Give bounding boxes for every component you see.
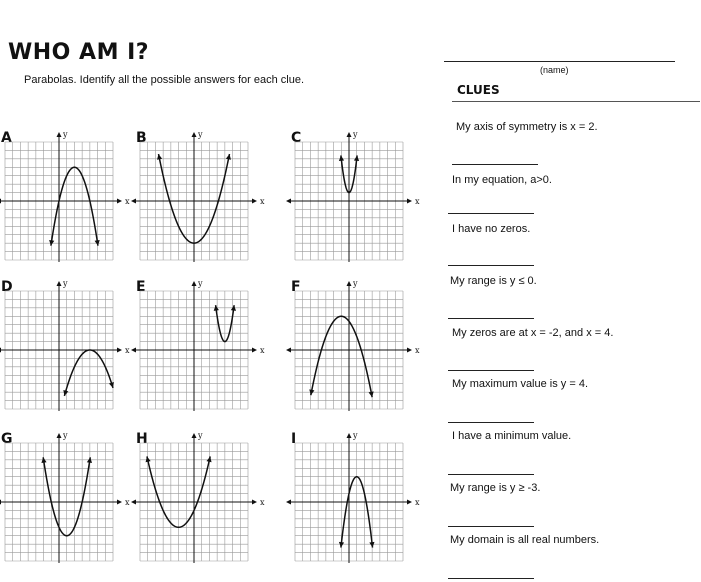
graph-label: H <box>136 431 148 447</box>
graph-g <box>0 431 130 563</box>
x-axis-label: x <box>415 498 420 507</box>
x-axis-arrow <box>117 348 122 353</box>
graph-label: D <box>1 279 13 295</box>
x-axis-arrow <box>286 348 291 353</box>
y-axis-arrow <box>57 433 62 438</box>
y-axis-label: y <box>63 130 68 139</box>
x-axis-arrow <box>131 500 136 505</box>
y-axis-arrow <box>57 281 62 286</box>
worksheet-title: WHO AM I? <box>8 40 150 65</box>
x-axis-label: x <box>125 346 130 355</box>
graph-c <box>286 130 420 262</box>
x-axis-arrow <box>252 199 257 204</box>
y-axis-arrow <box>192 281 197 286</box>
clue-1: My axis of symmetry is x = 2. <box>456 121 598 133</box>
worksheet-instructions: Parabolas. Identify all the possible answers for each clue. <box>24 74 305 86</box>
x-axis-label: x <box>125 197 130 206</box>
curve-arrow <box>146 456 151 462</box>
graph-a <box>0 130 130 262</box>
curve-arrow <box>157 154 162 160</box>
clue-5: My zeros are at x = -2, and x = 4. <box>452 327 614 339</box>
x-axis-arrow <box>286 500 291 505</box>
curve-arrow <box>206 456 211 462</box>
clue-4: My range is y ≤ 0. <box>450 275 537 287</box>
x-axis-arrow <box>407 199 412 204</box>
graph-label: E <box>136 279 146 295</box>
graph-b <box>131 130 265 262</box>
graph-h <box>131 431 265 563</box>
y-axis-label: y <box>63 279 68 288</box>
clues-heading: CLUES <box>457 83 500 97</box>
curve-arrow <box>369 391 374 397</box>
x-axis-arrow <box>117 199 122 204</box>
clue-4-answer-line[interactable] <box>448 318 534 319</box>
name-answer-line[interactable] <box>444 61 675 62</box>
y-axis-arrow <box>192 433 197 438</box>
y-axis-label: y <box>63 431 68 440</box>
x-axis-arrow <box>252 500 257 505</box>
y-axis-label: y <box>353 279 358 288</box>
clue-6: My maximum value is y = 4. <box>452 378 589 390</box>
y-axis-label: y <box>353 130 358 139</box>
x-axis-arrow <box>407 348 412 353</box>
clue-7-answer-line[interactable] <box>448 474 534 475</box>
graph-label: B <box>136 130 147 146</box>
y-axis-arrow <box>57 132 62 137</box>
graph-label: G <box>1 431 13 447</box>
x-axis-label: x <box>260 346 265 355</box>
graph-e <box>131 279 265 411</box>
x-axis-label: x <box>415 346 420 355</box>
x-axis-arrow <box>131 348 136 353</box>
parabola-curve <box>64 350 113 396</box>
x-axis-arrow <box>252 348 257 353</box>
clues-divider <box>452 101 700 102</box>
clue-2-answer-line[interactable] <box>448 213 534 214</box>
graph-label: C <box>291 130 302 146</box>
graph-label: I <box>291 431 297 447</box>
name-label: (name) <box>540 65 569 75</box>
x-axis-arrow <box>0 348 1 353</box>
y-axis-arrow <box>347 281 352 286</box>
x-axis-label: x <box>260 197 265 206</box>
clue-8-answer-line[interactable] <box>448 526 534 527</box>
x-axis-arrow <box>117 500 122 505</box>
y-axis-label: y <box>353 431 358 440</box>
y-axis-arrow <box>192 132 197 137</box>
clue-8: My range is y ≥ -3. <box>450 482 541 494</box>
x-axis-label: x <box>260 498 265 507</box>
curve-arrow <box>226 154 231 160</box>
clue-2: In my equation, a>0. <box>452 174 552 186</box>
y-axis-arrow <box>347 132 352 137</box>
clue-1-answer-line[interactable] <box>452 164 538 165</box>
y-axis-label: y <box>198 431 203 440</box>
y-axis-label: y <box>198 279 203 288</box>
graph-label: F <box>291 279 301 295</box>
clue-3: I have no zeros. <box>452 223 531 235</box>
clue-9: My domain is all real numbers. <box>450 534 600 546</box>
x-axis-arrow <box>286 199 291 204</box>
graph-f <box>286 279 420 411</box>
clue-9-answer-line[interactable] <box>448 578 534 579</box>
x-axis-arrow <box>131 199 136 204</box>
x-axis-label: x <box>415 197 420 206</box>
x-axis-label: x <box>125 498 130 507</box>
y-axis-arrow <box>347 433 352 438</box>
clue-5-answer-line[interactable] <box>448 370 534 371</box>
x-axis-arrow <box>0 500 1 505</box>
graph-i <box>286 431 420 563</box>
graph-d <box>0 279 130 411</box>
clue-6-answer-line[interactable] <box>448 422 534 423</box>
clue-3-answer-line[interactable] <box>448 265 534 266</box>
x-axis-arrow <box>0 199 1 204</box>
x-axis-arrow <box>407 500 412 505</box>
clue-7: I have a minimum value. <box>452 430 572 442</box>
graph-label: A <box>1 130 12 146</box>
y-axis-label: y <box>198 130 203 139</box>
